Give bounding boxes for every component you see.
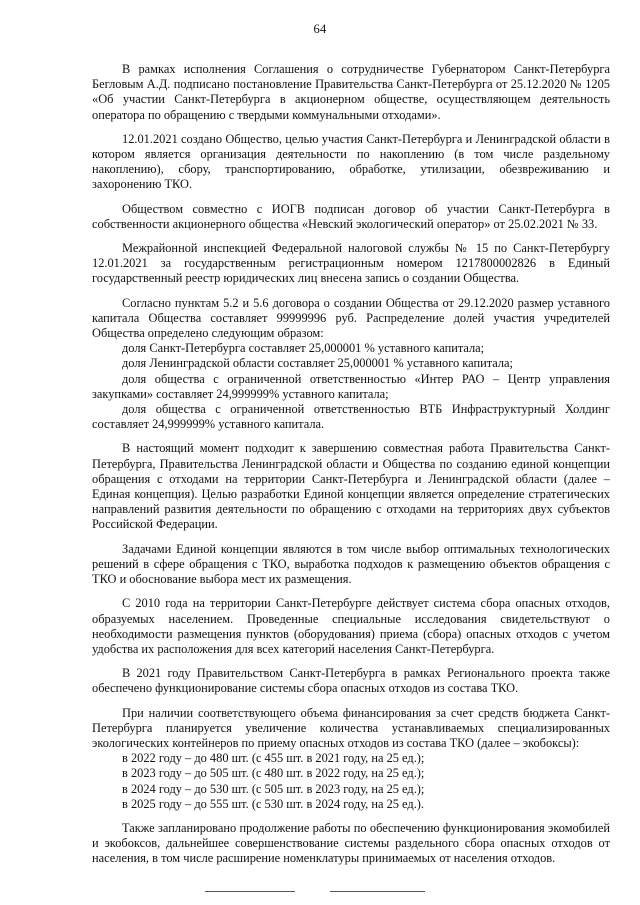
paragraph-hazardous-waste-system: С 2010 года на территории Санкт-Петербурге действует система сбора опасных отходов, образуемых населением. Проведенные специальные исследования свидетельствуют о необходимости размещения пунктов (оборудования) приема (сбора) опасных отходов с учетом удобства их расположения для всех категорий населения Санкт-Петербурга. bbox=[92, 596, 610, 656]
document-body bbox=[92, 62, 610, 867]
ecobox-item-2024: в 2024 году – до 530 шт. (с 505 шт. в 2023 году, на 25 ед.); bbox=[122, 781, 425, 796]
ecobox-item-2023: в 2023 году – до 505 шт. (с 480 шт. в 2022 году, на 25 ед.); bbox=[122, 766, 425, 781]
share-item-vtb: доля общества с ограниченной ответственностью ВТБ Инфраструктурный Холдинг составляет 24,999999% уставного капитала. bbox=[92, 402, 610, 432]
share-item-inter-rao: доля общества с ограниченной ответственностью «Интер РАО – Центр управления закупками» составляет 24,999999% уставного капитала; bbox=[92, 371, 610, 401]
footer-rule bbox=[0, 887, 640, 897]
ecobox-item-2022: в 2022 году – до 480 шт. (с 455 шт. в 2021 году, на 25 ед.); bbox=[122, 751, 425, 766]
paragraph-concept-tasks: Задачами Единой концепции являются в том числе выбор оптимальных технологических решений в сфере обращения с ТКО, выработка подходов к размещению объектов обращения с ТКО и обоснование выбора мест их размещения. bbox=[92, 541, 610, 587]
footer-line-right bbox=[330, 891, 425, 892]
paragraph-further-work: Также запланировано продолжение работы по обеспечению функционирования экомобилей и экобоксов, дальнейшее совершенствование системы раздельного сбора опасных отходов от населения, в том числе расширение номенклатуры принимаемых от населения отходов. bbox=[92, 820, 610, 866]
paragraph-registration: Межрайонной инспекцией Федеральной налоговой службы № 15 по Санкт-Петербургу 12.01.2021 за государственным регистрационным номером 1217800002826 в Единый государственный реестр юридических лиц внесена запись о создании Общества. bbox=[92, 241, 610, 286]
paragraph-resolution-1205: В рамках исполнения Соглашения о сотрудничестве Губернатором Санкт-Петербурга Бегловым А.Д. подписано постановление Правительства Санкт-Петербурга от 25.12.2020 № 1205 «Об участии Санкт-Петербурга в акционерном обществе, осуществляющем деятельность оператора по обращению с твердыми коммунальными отходами». bbox=[92, 62, 610, 122]
ecobox-item-2025: в 2025 году – до 555 шт. (с 530 шт. в 2024 году, на 25 ед.). bbox=[122, 796, 425, 811]
paragraph-participation-agreement: Обществом совместно с ИОГВ подписан договор об участии Санкт-Петербурга в собственности акционерного общества «Невский экологический оператор» от 25.02.2021 № 33. bbox=[92, 201, 610, 231]
paragraph-share-capital: Согласно пунктам 5.2 и 5.6 договора о создании Общества от 29.12.2020 размер уставного капитала Общества составляет 99999996 руб. Распределение долей участия учредителей Общества определено следующим образом: bbox=[92, 295, 610, 341]
paragraph-company-creation: 12.01.2021 создано Общество, целью участия Санкт-Петербурга и Ленинградской области в котором является организация деятельности по накоплению (в том числе раздельному накоплению), сбору, транспортированию, обработке, утилизации, обезвреживанию и захоронению ТКО. bbox=[92, 131, 610, 192]
footer-line-left bbox=[205, 891, 295, 892]
paragraph-unified-concept: В настоящий момент подходит к завершению совместная работа Правительства Санкт-Петербурга, Правительства Ленинградской области и Общества по созданию единой концепции обращения с отходами на территории Санкт-Петербурга и Ленинградской области (далее – Единая концепция). Целью разработки Единой концепции является определение стратегических направлений развития деятельности по обращению с отходами на территориях двух субъектов Российской Федерации. bbox=[92, 441, 610, 532]
share-item-spb: доля Санкт-Петербурга составляет 25,000001 % уставного капитала; bbox=[122, 341, 485, 356]
page-number: 64 bbox=[313, 22, 327, 36]
paragraph-regional-project: В 2021 году Правительством Санкт-Петербурга в рамках Регионального проекта также обеспечено функционирование системы сбора опасных отходов из состава ТКО. bbox=[92, 666, 610, 696]
share-item-leningrad-region: доля Ленинградской области составляет 25,000001 % уставного капитала; bbox=[122, 356, 513, 371]
paragraph-ecobox-plan: При наличии соответствующего объема финансирования за счет средств бюджета Санкт-Петербурга планируется увеличение количества устанавливаемых специализированных экологических контейнеров по приему опасных отходов из состава ТКО (далее – экобоксы): bbox=[92, 705, 610, 750]
